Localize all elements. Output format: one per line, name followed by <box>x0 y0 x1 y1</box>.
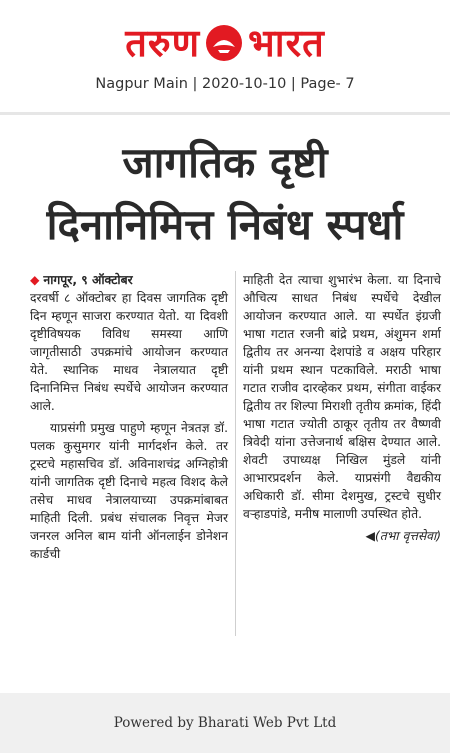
masthead-word-left: तरुण <box>125 21 201 65</box>
credit-arrow-icon: ◀ <box>365 529 375 543</box>
footer-bar <box>0 693 450 753</box>
article-column-right <box>243 271 441 545</box>
article-column-left <box>30 271 228 567</box>
masthead-word-right: भारत <box>248 21 325 65</box>
footer-powered-by: Powered by Bharati Web Pvt Ltd <box>113 715 337 731</box>
column-divider <box>235 271 236 636</box>
dateline-diamond-icon: ◆ <box>30 273 44 287</box>
paragraph-1-text: दरवर्षी ८ ऑक्टोबर हा दिवस जागतिक दृष्टी दिन म्हणून साजरा करण्यात येतो. या दिवशी दृष्टीविषयक विविध समस्या आणि जागृतीसाठी उपक्रमांचे आयोजन करण्यात येते. स्थानिक माधव नेत्रालयात दृष्टी दिनानिमित्त निबंध स्पर्धेचे आयोजन करण्यात आले. <box>30 291 228 413</box>
masthead-logo <box>0 20 450 66</box>
article-paragraph-3: माहिती देत त्याचा शुभारंभ केला. या दिनाचे औचित्य साधत निबंध स्पर्धेचे देखील आयोजन करण्यात आले. या स्पर्धेत इंग्रजी भाषा गटात रजनी बांद्रे प्रथम, अंशुमन शर्मा द्वितीय तर अनन्या देशपांडे व अक्षय परिहार यांनी प्रथम स्थान पटकाविले. मराठी भाषा गटात राजीव दारव्हेकर प्रथम, संगीता वाईकर द्वितीय तर शिल्पा मिराशी तृतीय क्रमांक, हिंदी भाषा गटात ज्योती ठाकूर तृतीय तर वैष्णवी त्रिवेदी यांना उत्तेजनार्थ बक्षिस देण्यात आले. शेवटी उपाध्यक्ष निखिल मुंडले यांनी आभारप्रदर्शन केले. याप्रसंगी वैद्यकीय अधिकारी डॉ. सीमा देशमुख, ट्रस्टचे सुधीर वऱ्हाडपांडे, मनीष मालाणी उपस्थित होते. <box>243 273 441 521</box>
lotus-emblem-icon <box>204 23 244 63</box>
header-divider <box>0 112 450 115</box>
headline-line-1: जागतिक दृष्टी <box>122 138 328 187</box>
edition-info: Nagpur Main | 2020-10-10 | Page- 7 <box>95 76 355 92</box>
credit-text: (तभा वृत्तसेवा) <box>374 529 441 543</box>
article-paragraph-1 <box>30 271 228 415</box>
article-paragraph-2: याप्रसंगी प्रमुख पाहुणे म्हणून नेत्रतज्ञ डॉ. पलक कुसुमगर यांनी मार्गदर्शन केले. तर ट्रस्टचे महासचिव डॉ. अविनाशचंद्र अग्निहोत्री यांनी जागतिक दृष्टी दिनाचे महत्व विशद केले तसेच माधव नेत्रालयाच्या उपक्रमांबाबत माहिती दिली. प्रबंध संचालक निवृत्त मेजर जनरल अनिल बाम यांनी ऑनलाईन डोनेशन कार्डची <box>30 421 228 561</box>
headline-line-2: दिनानिमित्त निबंध स्पर्धा <box>46 200 404 249</box>
news-credit <box>243 527 441 545</box>
dateline: नागपूर, ९ ऑक्टोबर <box>43 273 133 287</box>
